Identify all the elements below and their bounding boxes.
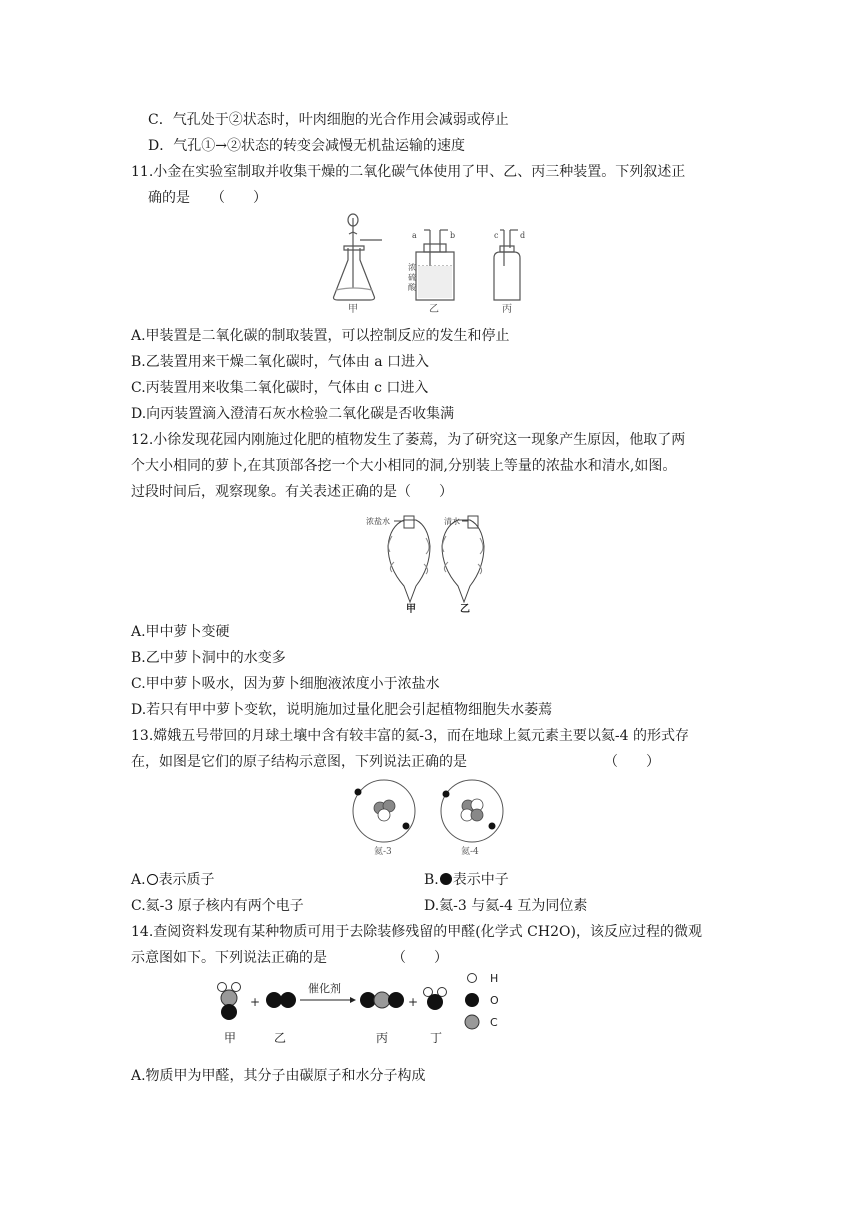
label-clear-water: 清水 xyxy=(444,517,460,526)
caption-yi: 乙 xyxy=(460,604,470,614)
q13-stem-line2: 在，如图是它们的原子结构示意图，下列说法正确的是 xyxy=(131,754,467,770)
molecule-jia-drawing xyxy=(218,983,241,1021)
q14-option-a: A.物质甲为甲醛，其分子由碳原子和水分子构成 xyxy=(131,1068,426,1084)
q11-option-a: A.甲装置是二氧化碳的制取装置，可以控制反应的发生和停止 xyxy=(131,328,510,344)
q11-option-d: D.向丙装置滴入澄清石灰水检验二氧化碳是否收集满 xyxy=(131,406,455,422)
atom-he4-drawing xyxy=(441,780,503,842)
caption-bing: 丙 xyxy=(502,304,512,315)
label-salt-water: 浓盐水 xyxy=(366,517,390,526)
solid-circle-icon xyxy=(440,873,452,885)
radish-jia-drawing xyxy=(388,520,430,602)
q13-atom-figure xyxy=(344,778,524,858)
q13-option-b-text: 表示中子 xyxy=(452,872,509,888)
legend-c-atom xyxy=(465,1015,479,1029)
caption-jia: 甲 xyxy=(348,304,358,315)
q13-option-a xyxy=(131,870,215,890)
caption-ding: 丁 xyxy=(430,1031,443,1045)
q12-option-d: D.若只有甲中萝卜变软，说明施加过量化肥会引起植物细胞失水萎蔫 xyxy=(131,702,553,718)
label-he4: 氦-4 xyxy=(461,847,479,857)
q10-option-d: D．气孔①→②状态的转变会减慢无机盐运输的速度 xyxy=(148,138,465,154)
molecule-bing-drawing xyxy=(360,992,404,1008)
q14-stem-line1: 14.查阅资料发现有某种物质可用于去除装修残留的甲醛(化学式 CH2O)，该反应过程的微观 xyxy=(131,924,702,940)
q12-option-a: A.甲中萝卜变硬 xyxy=(131,624,230,640)
label-b: b xyxy=(450,231,456,240)
q12-stem-line1: 12.小徐发现花园内刚施过化肥的植物发生了萎蔫，为了研究这一现象产生原因，他取了两 xyxy=(131,432,686,448)
plus-1: + xyxy=(250,995,261,1009)
label-he3: 氦-3 xyxy=(374,847,392,857)
q12-stem-line3: 过段时间后，观察现象。有关表述正确的是（ ） xyxy=(131,484,453,500)
legend-h-atom xyxy=(468,974,477,983)
molecule-ding-drawing xyxy=(424,988,447,1011)
q12-stem-line2: 个大小相同的萝卜,在其顶部各挖一个大小相同的洞,分别装上等量的浓盐水和清水,如图。 xyxy=(131,458,677,474)
q12-radish-figure xyxy=(360,506,510,614)
caption-jia: 甲 xyxy=(406,604,416,614)
molecule-yi-drawing xyxy=(266,992,296,1008)
caption-jia: 甲 xyxy=(224,1031,237,1045)
q11-apparatus-figure xyxy=(320,208,540,318)
label-d: d xyxy=(520,231,526,240)
q13-option-b xyxy=(424,870,509,890)
acid-char-3: 酸 xyxy=(408,283,416,292)
caption-yi: 乙 xyxy=(429,304,439,315)
caption-bing: 丙 xyxy=(376,1031,389,1045)
label-c: c xyxy=(494,231,499,240)
bottle-yi-drawing xyxy=(416,230,454,300)
q13-option-a-prefix: A. xyxy=(131,872,146,888)
arrow-head xyxy=(350,997,356,1003)
q11-stem-line1: 11.小金在实验室制取并收集干燥的二氧化碳气体使用了甲、乙、丙三种装置。下列叙述正 xyxy=(131,164,686,180)
acid-char-1: 浓 xyxy=(408,263,416,272)
label-a: a xyxy=(412,231,417,240)
plus-2: + xyxy=(408,995,419,1009)
q14-reaction-figure xyxy=(200,970,520,1050)
legend-c-label: C xyxy=(490,1016,498,1029)
q13-answer-paren: （ ） xyxy=(604,754,660,770)
label-catalyst: 催化剂 xyxy=(308,982,341,995)
q14-answer-paren: （ ） xyxy=(392,950,448,966)
acid-char-2: 硫 xyxy=(408,273,416,282)
atom-he3-drawing xyxy=(353,780,415,842)
q12-option-c: C.甲中萝卜吸水，因为萝卜细胞液浓度小于浓盐水 xyxy=(131,676,440,692)
q13-option-a-text: 表示质子 xyxy=(158,872,215,888)
q11-option-c: C.丙装置用来收集二氧化碳时，气体由 c 口进入 xyxy=(131,380,429,396)
q11-option-b: B.乙装置用来干燥二氧化碳时，气体由 a 口进入 xyxy=(131,354,429,370)
q12-option-b: B.乙中萝卜洞中的水变多 xyxy=(131,650,286,666)
q13-option-c: C.氦-3 原子核内有两个电子 xyxy=(131,898,304,914)
hollow-circle-icon xyxy=(147,874,158,885)
q13-option-d: D.氦-3 与氦-4 互为同位素 xyxy=(424,898,588,914)
legend xyxy=(465,974,479,1030)
q13-option-b-prefix: B. xyxy=(424,872,439,888)
legend-o-label: O xyxy=(490,994,499,1007)
caption-yi: 乙 xyxy=(274,1031,287,1045)
q11-stem-line2: 确的是 （ ） xyxy=(148,190,267,206)
q14-stem-line2: 示意图如下。下列说法正确的是 xyxy=(131,950,327,966)
bottle-bing-drawing xyxy=(494,230,520,300)
radish-yi-drawing xyxy=(442,520,484,602)
q13-stem-line1: 13.嫦娥五号带回的月球土壤中含有较丰富的氦-3，而在地球上氦元素主要以氦-4 的形式存 xyxy=(131,728,689,744)
flask-jia-drawing xyxy=(334,214,383,300)
hole-jia xyxy=(404,516,414,528)
legend-h-label: H xyxy=(490,972,499,985)
legend-o-atom xyxy=(465,993,479,1007)
q10-option-c: C．气孔处于②状态时，叶肉细胞的光合作用会减弱或停止 xyxy=(148,112,509,128)
